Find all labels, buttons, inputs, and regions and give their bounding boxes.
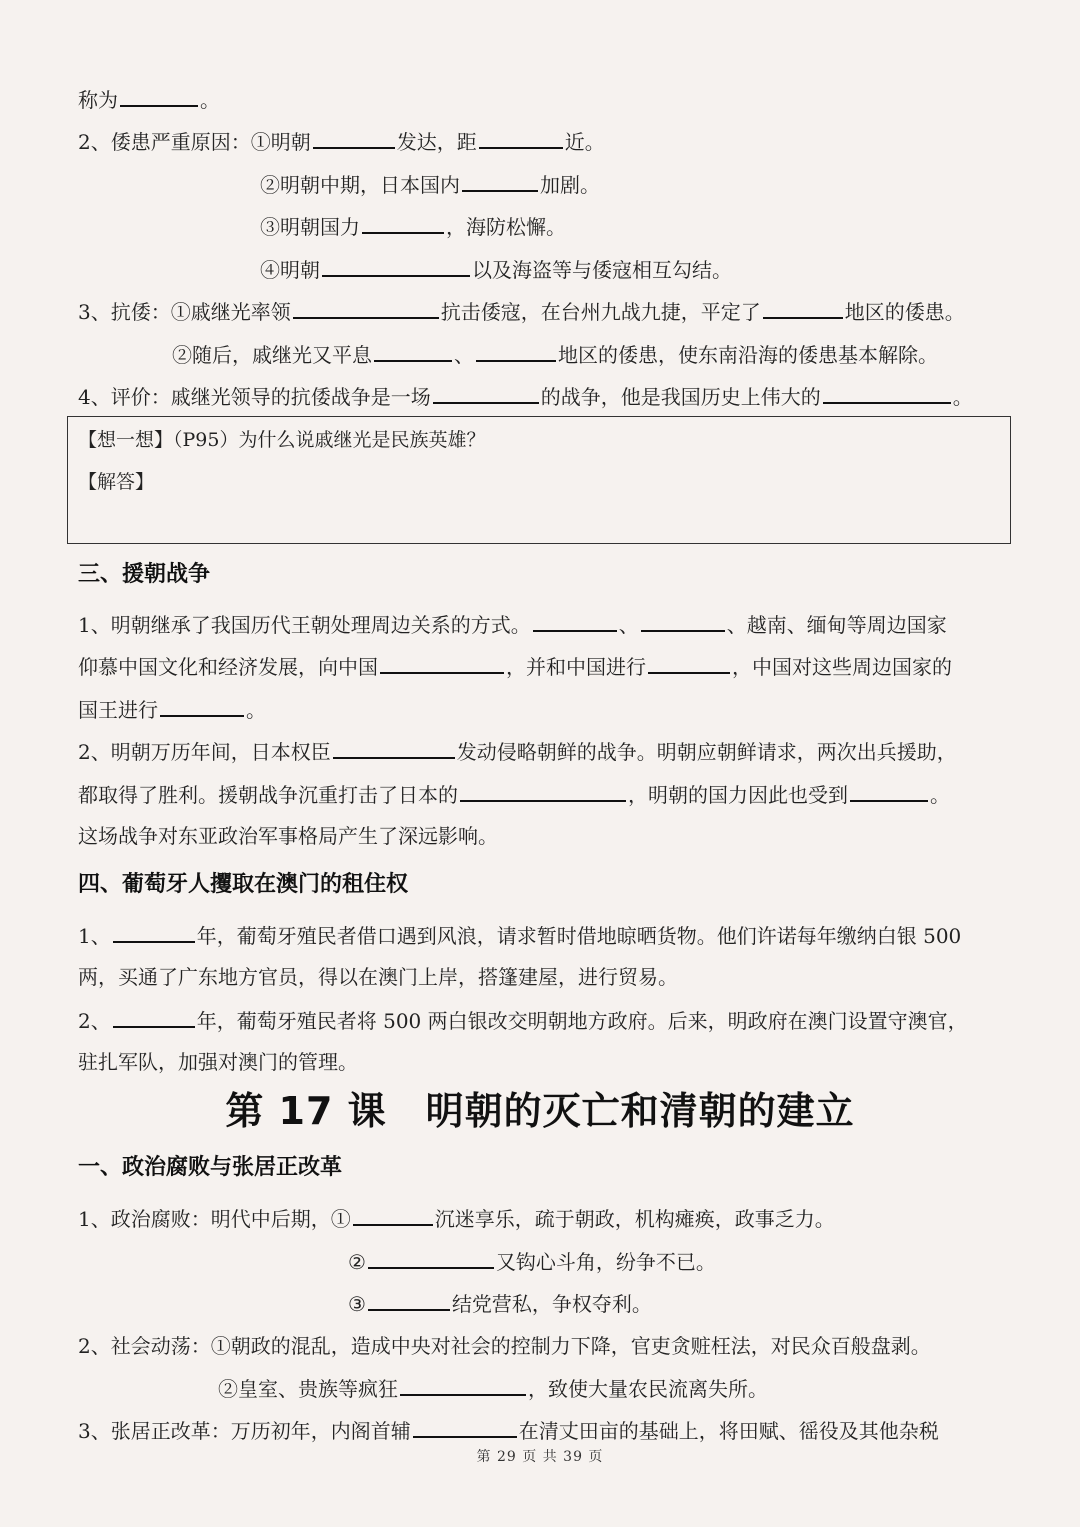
text-line (260, 170, 1010, 199)
text-span: 仰慕中国文化和经济发展，向中国 (78, 655, 378, 679)
text-line (78, 921, 1010, 950)
text-line (218, 1374, 1010, 1403)
fill-blank[interactable] (648, 652, 730, 674)
text-span: 年，葡萄牙殖民者借口遇到风浪，请求暂时借地晾晒货物。他们许诺每年缴纳白银 500 (196, 924, 962, 948)
text-span: ② (348, 1250, 366, 1274)
fill-blank[interactable] (763, 297, 843, 319)
text-span: 1、明朝继承了我国历代王朝处理周边关系的方式。 (78, 613, 531, 637)
text-span: 地区的倭患，使东南沿海的倭患基本解除。 (558, 343, 938, 367)
text-line (78, 297, 1010, 326)
text-line (78, 737, 1010, 766)
fill-blank[interactable] (368, 1289, 450, 1311)
text-span: 2、倭患严重原因：①明朝 (78, 130, 311, 154)
text-span: ，中国对这些周边国家的 (732, 655, 952, 679)
fill-blank[interactable] (313, 127, 395, 149)
fill-blank[interactable] (113, 1006, 195, 1028)
text-span: 发动侵略朝鲜的战争。明朝应朝鲜请求，两次出兵援助， (456, 740, 957, 764)
text-span: 结党营私，争权夺利。 (451, 1292, 652, 1316)
text-line (78, 695, 1010, 724)
fill-blank[interactable] (353, 1204, 433, 1226)
text-line (78, 85, 1010, 114)
text-span: 1、 (78, 924, 111, 948)
fill-blank[interactable] (433, 382, 539, 404)
section-heading: 四、葡萄牙人攫取在澳门的租住权 (78, 872, 409, 897)
answer-label: 【解答】 (78, 471, 155, 493)
text-span: 3、抗倭：①戚继光率领 (78, 300, 291, 324)
text-line (348, 1247, 1010, 1276)
fill-blank[interactable] (322, 255, 470, 277)
fill-blank[interactable] (120, 85, 198, 107)
fill-blank[interactable] (113, 921, 195, 943)
text-span: ②明朝中期，日本国内 (260, 173, 460, 197)
text-line (78, 1416, 1010, 1445)
text-span: 驻扎军队，加强对澳门的管理。 (78, 1050, 358, 1074)
text-line (78, 780, 1010, 809)
text-span: 国王进行 (78, 698, 158, 722)
text-span: ④明朝 (260, 258, 320, 282)
text-span: 4、评价：戚继光领导的抗倭战争是一场 (78, 385, 431, 409)
text-line (78, 610, 1010, 639)
think-question: 【想一想】（P95）为什么说戚继光是民族英雄？ (78, 429, 486, 451)
lesson-title: 第 17 课 明朝的灭亡和清朝的建立 (225, 1089, 855, 1133)
text-span: 加剧。 (540, 173, 600, 197)
text-line (78, 1006, 1010, 1035)
text-line (78, 382, 1010, 411)
text-span: ②随后，戚继光又平息 (172, 343, 372, 367)
text-span: 。 (246, 698, 266, 722)
text-line (260, 212, 1010, 241)
text-span: 以及海盗等与倭寇相互勾结。 (472, 258, 732, 282)
fill-blank[interactable] (641, 610, 725, 632)
fill-blank[interactable] (476, 340, 556, 362)
text-span: ，并和中国进行 (506, 655, 646, 679)
section-heading: 三、援朝战争 (78, 562, 211, 587)
text-span: ③ (348, 1292, 366, 1316)
text-span: ③明朝国力 (260, 215, 360, 239)
text-span: 、越南、缅甸等周边国家 (726, 613, 947, 637)
text-span: 2、明朝万历年间，日本权臣 (78, 740, 331, 764)
text-span: ，明朝的国力因此也受到 (628, 783, 848, 807)
text-span: 称为 (78, 88, 118, 112)
text-span: 都取得了胜利。援朝战争沉重打击了日本的 (78, 783, 458, 807)
text-span: 抗击倭寇，在台州九战九捷，平定了 (440, 300, 761, 324)
text-line (78, 963, 1010, 991)
text-span: 。 (952, 385, 973, 409)
text-line (78, 127, 1010, 156)
text-line (78, 1204, 1010, 1233)
fill-blank[interactable] (362, 212, 444, 234)
fill-blank[interactable] (374, 340, 452, 362)
fill-blank[interactable] (333, 737, 455, 759)
text-span: 近。 (564, 130, 605, 154)
text-line (78, 1048, 1010, 1076)
fill-blank[interactable] (380, 652, 504, 674)
text-line (260, 255, 1010, 284)
fill-blank[interactable] (850, 780, 928, 802)
text-span: 。 (200, 88, 220, 112)
text-span: 在清丈田亩的基础上，将田赋、徭役及其他杂税 (518, 1419, 939, 1443)
text-span: 、 (618, 613, 639, 637)
text-line (78, 652, 1010, 681)
fill-blank[interactable] (462, 170, 538, 192)
text-span: 的战争，他是我国历史上伟大的 (540, 385, 821, 409)
text-span: 地区的倭患。 (844, 300, 965, 324)
fill-blank[interactable] (293, 297, 439, 319)
fill-blank[interactable] (479, 127, 563, 149)
text-span: 、 (454, 343, 474, 367)
text-span: 两，买通了广东地方官员，得以在澳门上岸，搭篷建屋，进行贸易。 (78, 965, 678, 989)
text-line (348, 1289, 1010, 1318)
fill-blank[interactable] (823, 382, 951, 404)
text-span: ②皇室、贵族等疯狂 (218, 1377, 398, 1401)
text-span: 。 (930, 783, 950, 807)
fill-blank[interactable] (460, 780, 626, 802)
text-span: 又钩心斗角，纷争不已。 (495, 1250, 716, 1274)
text-span: 3、张居正改革：万历初年，内阁首辅 (78, 1419, 411, 1443)
text-span: 这场战争对东亚政治军事格局产生了深远影响。 (78, 824, 498, 848)
fill-blank[interactable] (368, 1247, 494, 1269)
fill-blank[interactable] (160, 695, 244, 717)
text-line (78, 822, 1010, 850)
text-span: 沉迷享乐，疏于朝政，机构瘫痪，政事乏力。 (434, 1207, 835, 1231)
section-heading: 一、政治腐败与张居正改革 (78, 1155, 343, 1180)
page-footer: 第 29 页 共 39 页 (476, 1449, 604, 1465)
text-span: ，海防松懈。 (446, 215, 566, 239)
fill-blank[interactable] (533, 610, 617, 632)
text-line (78, 1332, 1010, 1360)
fill-blank[interactable] (400, 1374, 526, 1396)
text-span: 2、社会动荡：①朝政的混乱，造成中央对社会的控制力下降，官吏贪赃枉法，对民众百般盘剥。 (78, 1334, 931, 1358)
text-span: 1、政治腐败：明代中后期，① (78, 1207, 351, 1231)
text-span: 年，葡萄牙殖民者将 500 两白银改交明朝地方政府。后来，明政府在澳门设置守澳官， (196, 1009, 968, 1033)
text-span: 发达，距 (396, 130, 477, 154)
text-span: ，致使大量农民流离失所。 (528, 1377, 768, 1401)
text-span: 2、 (78, 1009, 111, 1033)
fill-blank[interactable] (413, 1416, 517, 1438)
text-line (172, 340, 1010, 369)
think-box (67, 416, 1011, 544)
